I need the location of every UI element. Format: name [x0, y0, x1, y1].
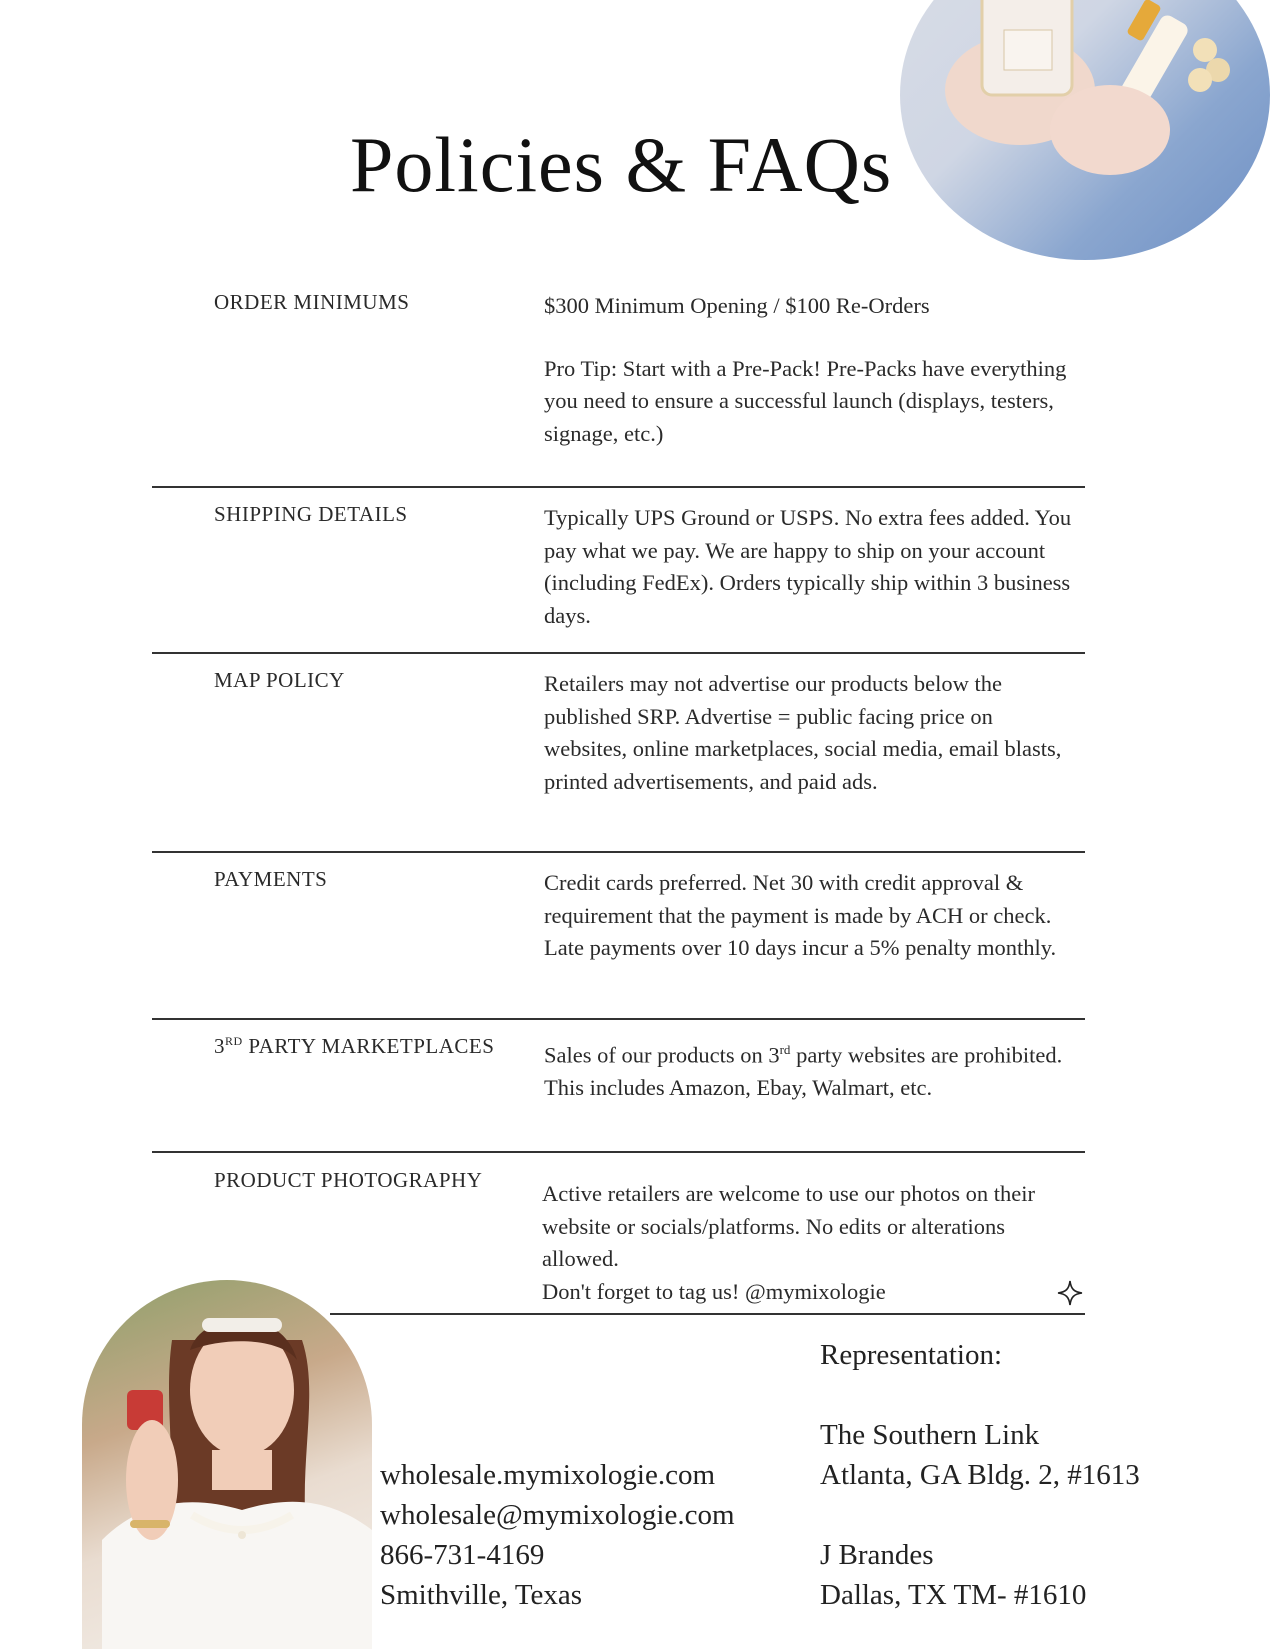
- section-label: MAP POLICY: [214, 668, 345, 692]
- section-body: [542, 1178, 1072, 1308]
- section-body: [544, 1034, 1074, 1105]
- location-text: Smithville, Texas: [380, 1579, 583, 1611]
- map-policy-text: Retailers may not advertise our products below the published SRP. Advertise = public facing price on websites, online marketplaces, social media, email blasts, printed advertisements, and paid ads.: [544, 671, 1062, 794]
- page-title: Policies & FAQs: [350, 121, 893, 208]
- divider: [152, 1018, 1085, 1020]
- spacer: [820, 1495, 1140, 1535]
- label-prefix: 3: [214, 1034, 225, 1058]
- divider: [152, 851, 1085, 853]
- contact-info: [380, 1455, 735, 1615]
- label-superscript: RD: [225, 1034, 243, 1048]
- photography-text: Active retailers are welcome to use our photos on their website or socials/platforms. No edits or alterations allowed.: [542, 1181, 1035, 1271]
- payments-text: Credit cards preferred. Net 30 with credit approval & requirement that the payment is made by ACH or check. Late payments over 10 days incur a 5% penalty monthly.: [544, 870, 1057, 960]
- website-link[interactable]: wholesale.mymixologie.com: [380, 1459, 716, 1491]
- divider: [152, 486, 1085, 488]
- phone-number[interactable]: 866-731-4169: [380, 1539, 545, 1571]
- spacer: [820, 1375, 1140, 1415]
- section-label: PRODUCT PHOTOGRAPHY: [214, 1168, 483, 1192]
- rep-name: J Brandes: [820, 1539, 934, 1571]
- sparkle-icon: [1057, 1280, 1083, 1306]
- section-body: [544, 290, 1074, 450]
- section-label: PAYMENTS: [214, 867, 328, 891]
- body-prefix: Sales of our products on 3: [544, 1042, 780, 1068]
- divider: [330, 1313, 1085, 1315]
- divider: [152, 652, 1085, 654]
- divider: [152, 1151, 1085, 1153]
- representation: [820, 1335, 1140, 1615]
- rep-name: The Southern Link: [820, 1419, 1040, 1451]
- representation-heading: Representation:: [820, 1339, 1003, 1371]
- marketplaces-text: [544, 1034, 1074, 1105]
- section-body: [544, 502, 1074, 632]
- perfume-bottles-photo: [900, 0, 1270, 260]
- spacer: [544, 323, 1074, 353]
- rep-detail: Atlanta, GA Bldg. 2, #1613: [820, 1459, 1140, 1491]
- email-link[interactable]: wholesale@mymixologie.com: [380, 1499, 735, 1531]
- section-label: ORDER MINIMUMS: [214, 290, 410, 314]
- shipping-text: Typically UPS Ground or USPS. No extra fees added. You pay what we pay. We are happy to ship on your account (including FedEx). Orders typically ship within 3 business days.: [544, 505, 1072, 628]
- label-suffix: PARTY MARKETPLACES: [242, 1034, 495, 1058]
- section-body: [544, 867, 1074, 965]
- tag-us-text: Don't forget to tag us! @mymixologie: [542, 1278, 886, 1304]
- pro-tip-text: Pro Tip: Start with a Pre-Pack! Pre-Packs have everything you need to ensure a successful launch (displays, testers, signage, etc.): [544, 355, 1067, 446]
- rep-detail: Dallas, TX TM- #1610: [820, 1579, 1087, 1611]
- order-minimum-text: $300 Minimum Opening / $100 Re-Orders: [544, 293, 930, 318]
- body-suffix: party websites are prohibited. This includes Amazon, Ebay, Walmart, etc.: [544, 1042, 1063, 1100]
- section-label: [214, 1034, 494, 1059]
- section-order-minimums: [152, 290, 1085, 450]
- section-label: SHIPPING DETAILS: [214, 502, 408, 526]
- body-superscript: rd: [779, 1042, 791, 1057]
- woman-spraying-perfume-photo: [82, 1280, 372, 1649]
- section-body: [544, 668, 1074, 798]
